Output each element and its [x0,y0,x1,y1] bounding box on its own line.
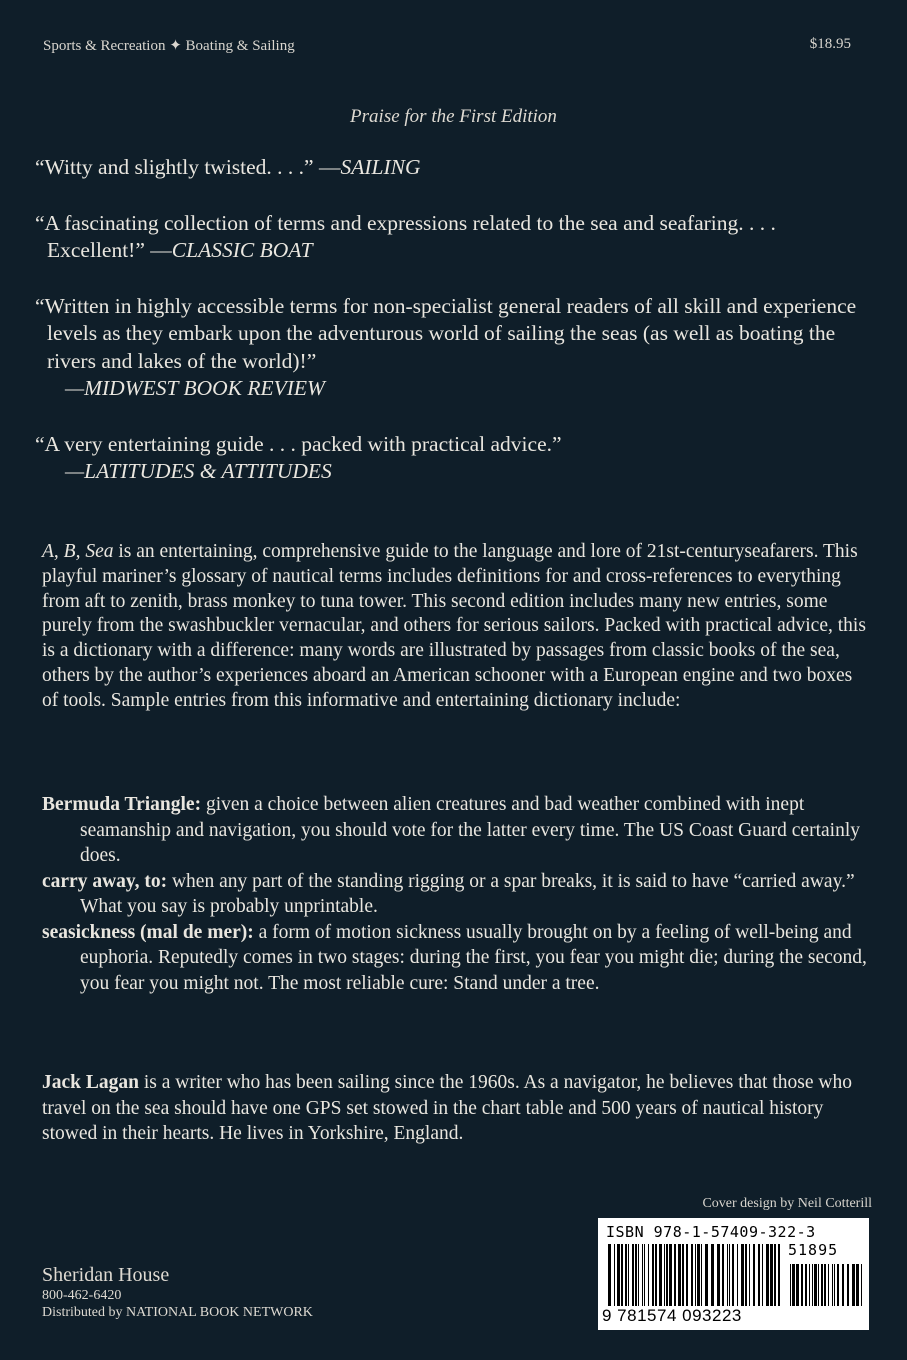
isbn-text: ISBN 978-1-57409-322-3 [606,1223,816,1241]
barcode-bar [674,1244,676,1306]
barcode-bar [818,1264,819,1306]
barcode-bar [727,1244,728,1306]
barcode-bar [669,1244,672,1306]
entry-definition: when any part of the standing rigging or a spar breaks, it is said to have “carried away.” What you say is probably unprintable. [80,870,855,917]
barcode-bar [678,1244,681,1306]
book-description [42,540,872,714]
barcode-bar [697,1244,700,1306]
barcode-bar [749,1244,750,1306]
barcode-bar [852,1264,855,1306]
entry-term: carry away, to: [42,870,168,892]
barcode-bar [861,1264,862,1306]
quote-source: SAILING [340,155,421,179]
barcode-bar [796,1264,799,1306]
publisher-phone: 800-462-6420 [42,1288,122,1303]
cover-credit: Cover design by Neil Cotterill [702,1196,872,1211]
barcode-bar [778,1244,780,1306]
quote-text: “A fascinating collection of terms and expressions related to the sea and seafaring. . . . Excellent!” — [35,210,776,262]
top-bar [43,36,851,56]
barcode-bar [682,1244,684,1306]
barcode-bar [729,1244,730,1306]
quote-source: CLASSIC BOAT [171,238,313,262]
publisher-block [42,1263,313,1321]
barcode-bar [809,1264,810,1306]
barcode-bar [737,1244,738,1306]
praise-heading: Praise for the First Edition [350,106,557,127]
barcode-bar [814,1264,817,1306]
barcode-bar [625,1244,627,1306]
barcode-bar [664,1244,665,1306]
barcode-bar [614,1244,615,1306]
barcode-bar [642,1244,643,1306]
barcode-bar [666,1244,668,1306]
barcode-bar [717,1244,720,1306]
barcode-bar [621,1244,623,1306]
barcode-bar [732,1244,734,1306]
entry [42,869,872,920]
barcode-bar [617,1244,620,1306]
quote-source: —MIDWEST BOOK REVIEW [65,376,325,400]
barcode-bar [842,1264,844,1306]
barcode-bar [821,1264,823,1306]
barcode-bar [608,1244,611,1306]
barcode-bar [644,1244,645,1306]
entry [42,920,872,997]
barcode [598,1218,869,1330]
barcode-digits: 9 781574 093223 [602,1306,742,1325]
sample-entries [42,792,872,996]
entry-term: seasickness (mal de mer): [42,921,254,943]
barcode-bar [695,1244,696,1306]
barcode-bar [628,1244,629,1306]
quote-text: “A very entertaining guide . . . packed with practical advice.” [35,431,562,456]
barcode-bar [812,1264,813,1306]
barcode-bar [766,1244,769,1306]
barcode-bar [762,1244,763,1306]
description-body: is an entertaining, comprehensive guide to the language and lore of 21st-centuryseafarers. This playful mariner’s glossary of nautical terms includes definitions for and cross-references to everything from aft to zenith, brass monkey to tuna tower. This second edition includes many new entries, some purely from the swashbuckler vernacular, and others for serious sailors. Packed with practical advice, this is a dictionary with a difference: many words are illustrated by passages from classic books of the sea, others by the author’s experiences aboard an American schooner with a European engine and two boxes of tools. Sample entries from this informative and entertaining dictionary include: [42,541,866,711]
barcode-bar [635,1244,637,1306]
barcode-bar [790,1264,791,1306]
barcode-bar [805,1264,807,1306]
entry-definition: a form of motion sickness usually brought on by a feeling of well-being and euphoria. Reputedly comes in two stages: during the first, you fear you might die; during the second, you fear you might not. The most reliable cure: Stand under a tree. [80,921,867,994]
praise-quotes [35,154,875,514]
barcode-bar [705,1244,708,1306]
quote-3 [35,293,875,403]
barcode-bar [824,1264,826,1306]
book-title: A, B, Sea [42,541,114,562]
barcode-bar [758,1244,760,1306]
barcode-bar [770,1244,773,1306]
price-code: 51895 [788,1241,839,1259]
price-label: $18.95 [809,36,851,52]
author-bio [42,1070,872,1147]
barcode-bar [801,1264,803,1306]
barcode-bar [659,1244,662,1306]
barcode-bar [837,1264,839,1306]
barcode-bar [741,1244,744,1306]
barcode-bar [632,1244,634,1306]
barcode-bar [856,1264,859,1306]
author-name: Jack Lagan [42,1072,139,1093]
barcode-bar [774,1244,776,1306]
barcode-bar [701,1244,702,1306]
bio-text: is a writer who has been sailing since the 1960s. As a navigator, he believes that those who travel on the sea should have one GPS set stowed in the chart table and 500 years of nautical history stowed in their hearts. He lives in Yorkshire, England. [42,1072,852,1144]
barcode-bar [638,1244,639,1306]
barcode-bar [828,1264,829,1306]
quote-text: “Written in highly accessible terms for non-specialist general readers of all skill and experience levels as they embark upon the adventurous world of sailing the seas (as well as boating the rivers and lakes of the world)!” [35,293,857,373]
entry-definition: given a choice between alien creatures and bad weather combined with inept seamanship and navigation, you should vote for the latter every time. The US Coast Guard certainly does. [80,794,860,866]
barcode-bar [648,1244,649,1306]
barcode-bar [834,1264,835,1306]
quote-1 [35,154,875,182]
barcode-bar [745,1244,747,1306]
barcode-bar [792,1264,795,1306]
barcode-bar [711,1244,714,1306]
barcode-bar [686,1244,688,1306]
barcode-bar [847,1264,849,1306]
quote-4 [35,431,875,486]
barcode-bar [832,1264,833,1306]
barcode-bar [655,1244,657,1306]
barcode-bar [652,1244,654,1306]
quote-text: “Witty and slightly twisted. . . .” — [35,155,341,179]
entry-term: Bermuda Triangle: [42,794,202,815]
entry [42,792,872,869]
barcode-bar [753,1244,755,1306]
category-label: Sports & Recreation ✦ Boating & Sailing [43,38,295,54]
barcode-bar [722,1244,724,1306]
quote-source: —LATITUDES & ATTITUDES [65,459,332,483]
barcode-bar [691,1244,693,1306]
distributor: Distributed by NATIONAL BOOK NETWORK [42,1305,313,1320]
publisher-name: Sheridan House [42,1264,170,1286]
quote-2 [35,210,875,265]
